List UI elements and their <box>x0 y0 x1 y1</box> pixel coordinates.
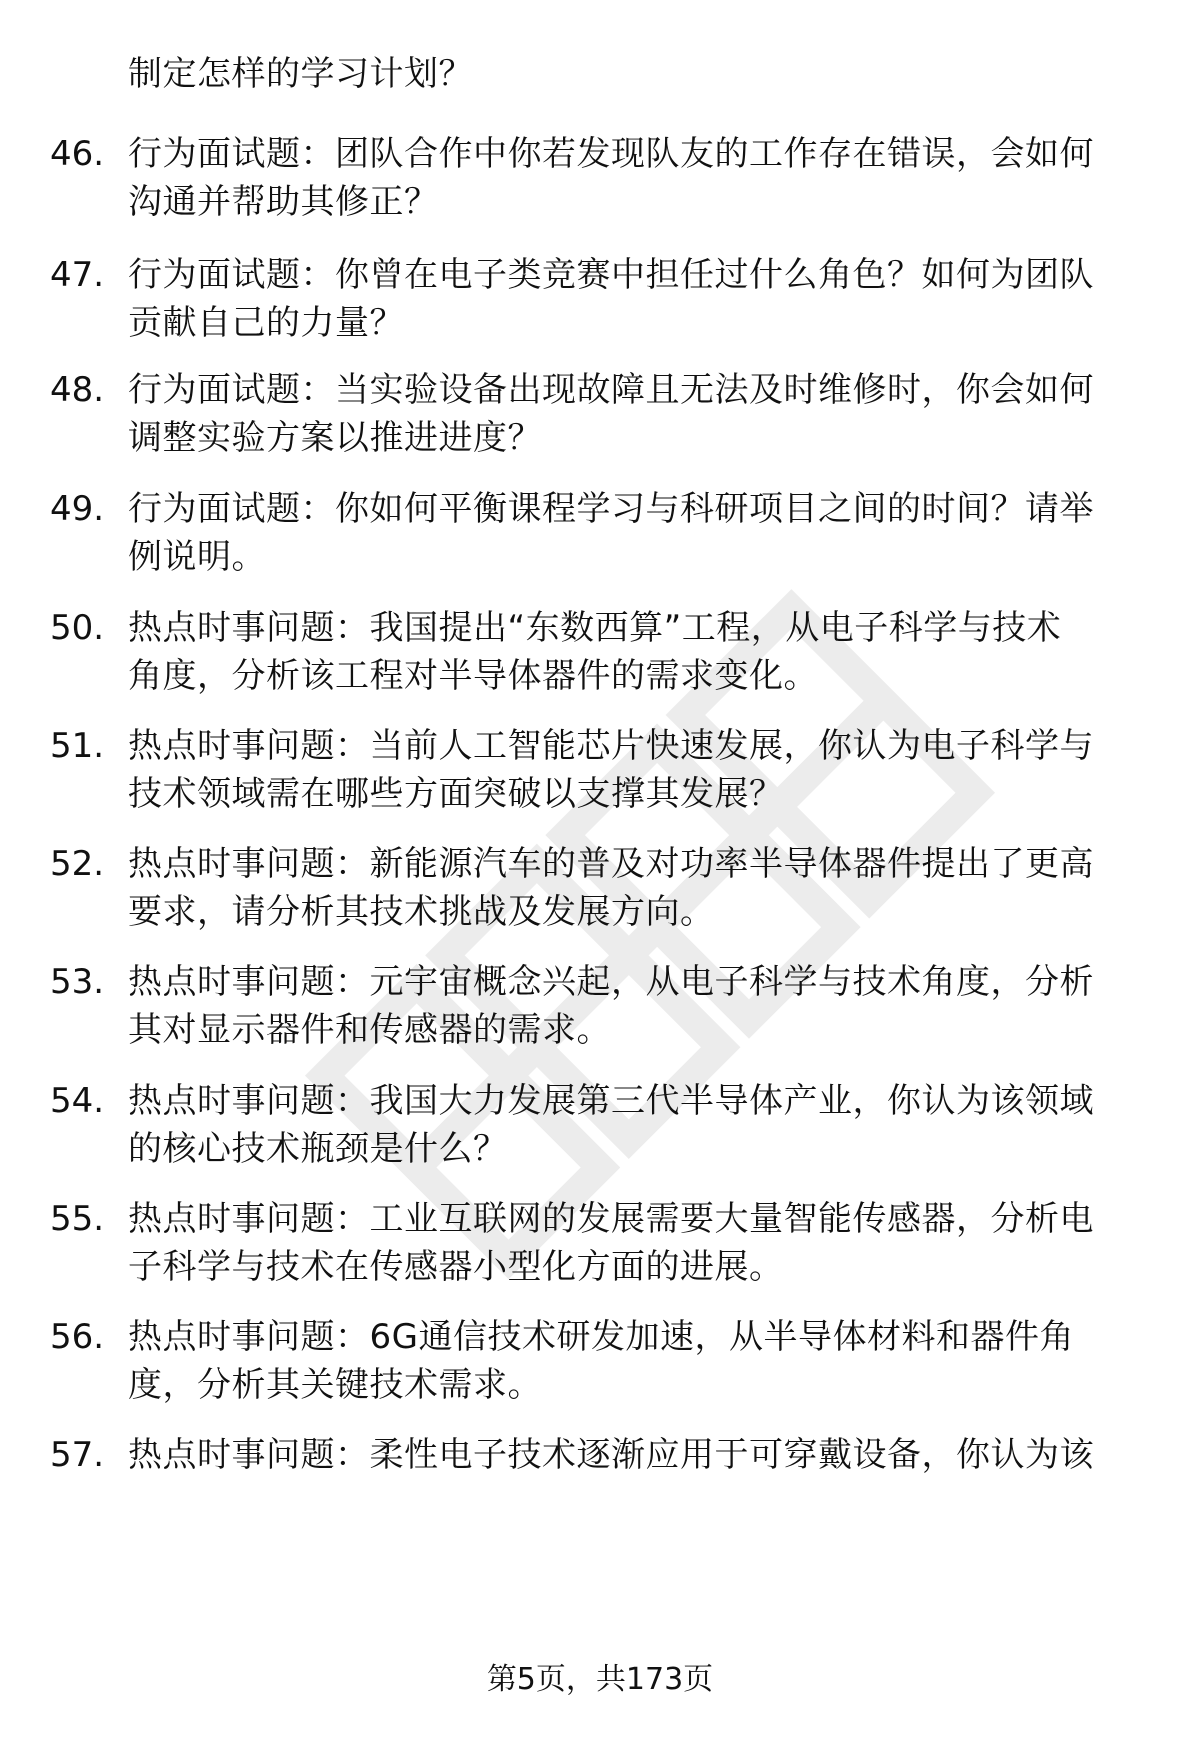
question-line: 行为面试题：当实验设备出现故障且无法及时维修时，你会如何 <box>128 370 1094 410</box>
question-line: 度，分析其关键技术需求。 <box>128 1365 542 1405</box>
question-line: 子科学与技术在传感器小型化方面的进展。 <box>128 1247 784 1287</box>
question-number: 46. <box>50 134 105 174</box>
question-number: 56. <box>50 1317 105 1357</box>
continuation-line: 制定怎样的学习计划？ <box>128 54 473 94</box>
question-line: 热点时事问题：6G通信技术研发加速，从半导体材料和器件角 <box>128 1317 1074 1357</box>
question-number: 57. <box>50 1435 105 1475</box>
question-line: 贡献自己的力量？ <box>128 303 404 343</box>
question-line: 热点时事问题：当前人工智能芯片快速发展，你认为电子科学与 <box>128 726 1094 766</box>
question-number: 53. <box>50 962 105 1002</box>
question-line: 热点时事问题：工业互联网的发展需要大量智能传感器，分析电 <box>128 1199 1094 1239</box>
question-line: 技术领域需在哪些方面突破以支撑其发展？ <box>128 774 784 814</box>
question-line: 的核心技术瓶颈是什么？ <box>128 1129 508 1169</box>
question-line: 其对显示器件和传感器的需求。 <box>128 1010 611 1050</box>
question-number: 49. <box>50 489 105 529</box>
question-line: 行为面试题：你曾在电子类竞赛中担任过什么角色？如何为团队 <box>128 255 1094 295</box>
question-line: 热点时事问题：新能源汽车的普及对功率半导体器件提出了更高 <box>128 844 1094 884</box>
question-number: 48. <box>50 370 105 410</box>
question-line: 调整实验方案以推进进度？ <box>128 418 542 458</box>
question-number: 54. <box>50 1081 105 1121</box>
question-line: 沟通并帮助其修正？ <box>128 182 439 222</box>
question-line: 行为面试题：团队合作中你若发现队友的工作存在错误，会如何 <box>128 134 1094 174</box>
question-line: 热点时事问题：我国提出“东数西算”工程，从电子科学与技术 <box>128 608 1062 648</box>
question-line: 行为面试题：你如何平衡课程学习与科研项目之间的时间？请举 <box>128 489 1094 529</box>
question-line: 热点时事问题：我国大力发展第三代半导体产业，你认为该领域 <box>128 1081 1094 1121</box>
question-line: 热点时事问题：柔性电子技术逐渐应用于可穿戴设备，你认为该 <box>128 1435 1094 1475</box>
question-number: 55. <box>50 1199 105 1239</box>
question-line: 例说明。 <box>128 537 266 577</box>
page-number-footer: 第5页，共173页 <box>486 1662 714 1697</box>
question-number: 47. <box>50 255 105 295</box>
question-number: 51. <box>50 726 105 766</box>
question-line: 热点时事问题：元宇宙概念兴起，从电子科学与技术角度，分析 <box>128 962 1094 1002</box>
question-line: 角度，分析该工程对半导体器件的需求变化。 <box>128 656 818 696</box>
question-line: 要求，请分析其技术挑战及发展方向。 <box>128 892 715 932</box>
question-number: 50. <box>50 608 105 648</box>
question-number: 52. <box>50 844 105 884</box>
